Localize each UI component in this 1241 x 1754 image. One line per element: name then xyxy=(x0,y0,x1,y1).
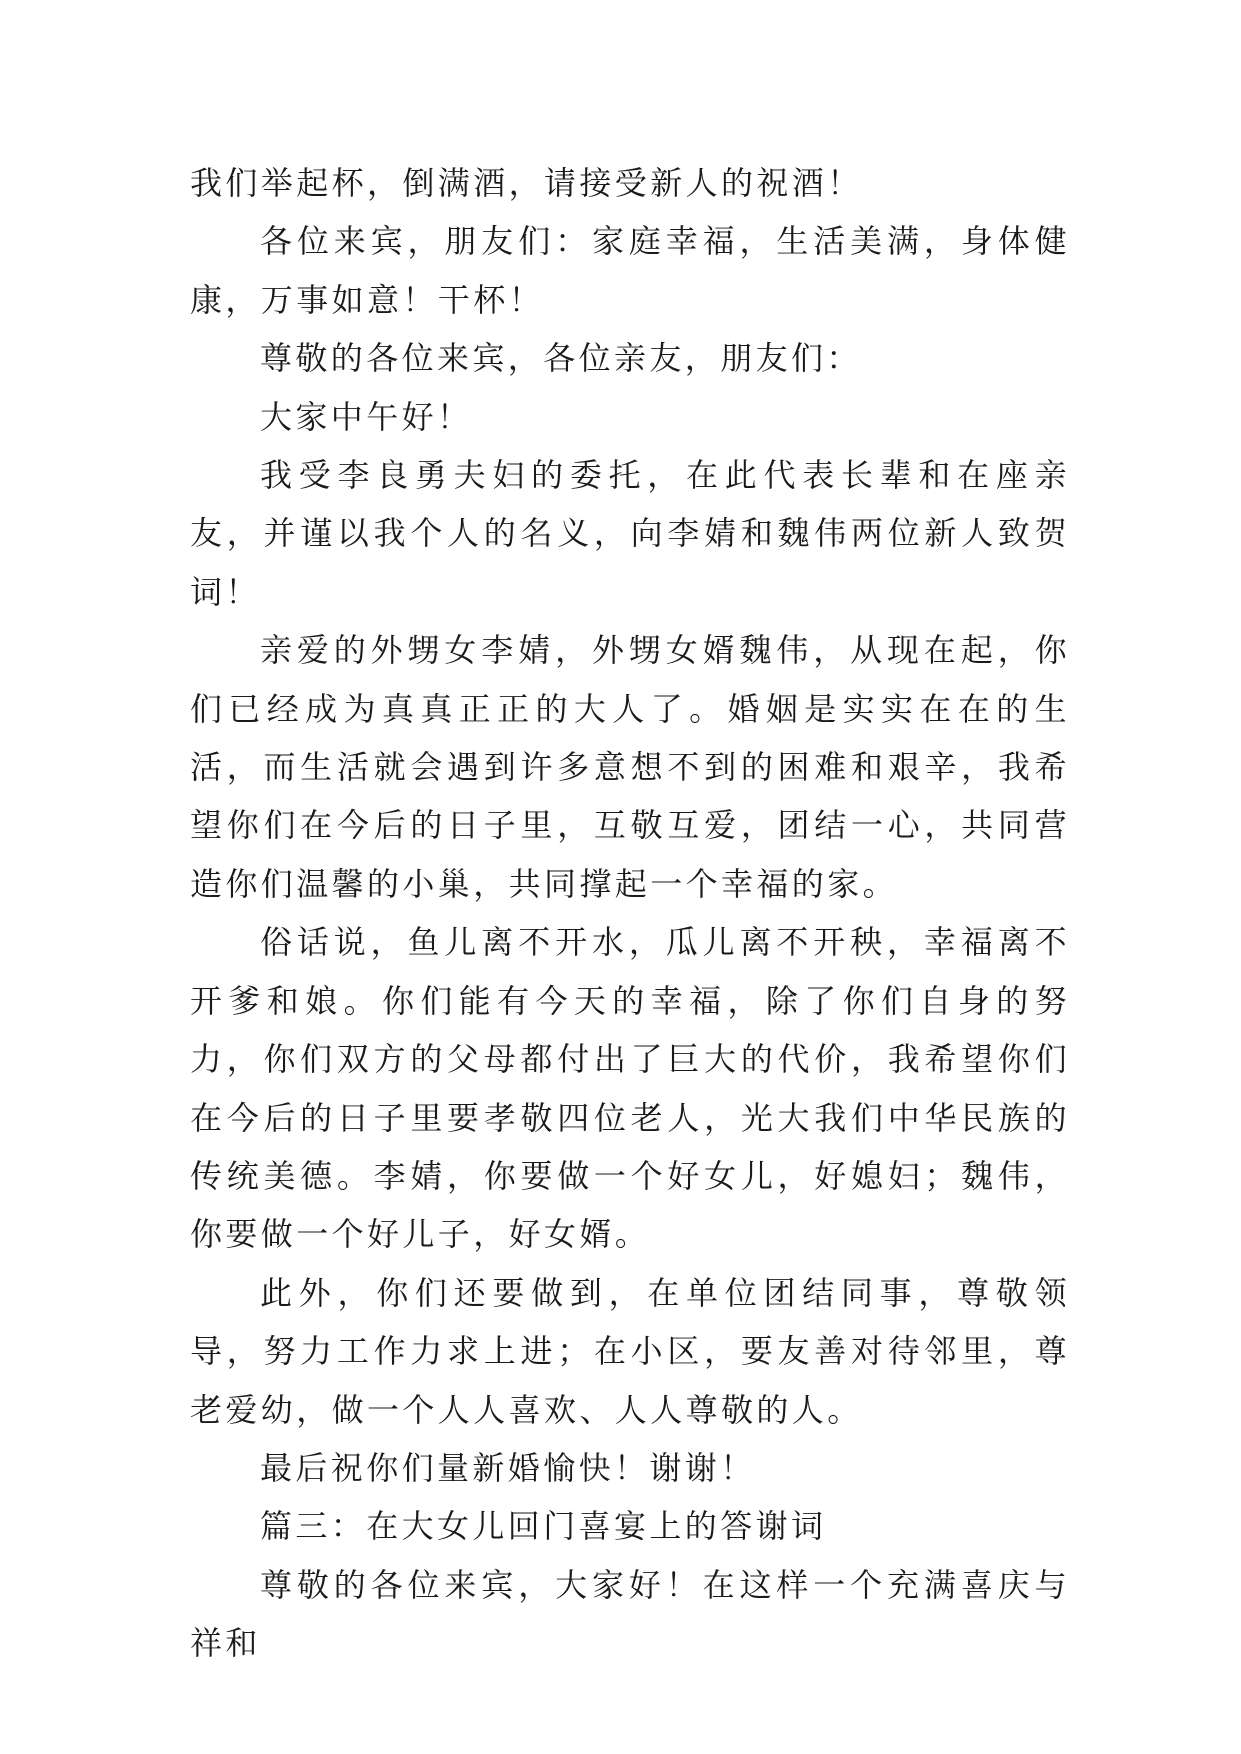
paragraph-1: 我们举起杯，倒满酒，请接受新人的祝酒！ xyxy=(190,164,863,202)
paragraph-4: 大家中午好！ xyxy=(260,397,473,436)
paragraph-9: 最后祝你们量新婚愉快！谢谢！ xyxy=(260,1448,756,1487)
paragraph-8: 此外，你们还要做到，在单位团结同事，尊敬领导，努力工作力求上进；在小区，要友善对待邻里，尊老爱幼，做一个人人喜欢、人人尊敬的人。 xyxy=(190,1273,1070,1429)
paragraph-10: 尊敬的各位来宾，大家好！在这样一个充满喜庆与祥和 xyxy=(190,1565,1070,1663)
paragraph-3: 尊敬的各位来宾，各位亲友，朋友们： xyxy=(260,339,862,378)
paragraph-6: 亲爱的外甥女李婧，外甥女婿魏伟，从现在起，你们已经成为真真正正的大人了。婚姻是实实在在的生活，而生活就会遇到许多意想不到的困难和艰辛，我希望你们在今后的日子里，互敬互爱，团结一心，共同营造你们温馨的小巢，共同撑起一个幸福的家。 xyxy=(190,631,1070,903)
paragraph-5: 我受李良勇夫妇的委托，在此代表长辈和在座亲友，并谨以我个人的名义，向李婧和魏伟两位新人致贺词！ xyxy=(190,456,1070,611)
paragraph-7: 俗话说，鱼儿离不开水，瓜儿离不开秧，幸福离不开爹和娘。你们能有今天的幸福，除了你们自身的努力，你们双方的父母都付出了巨大的代价，我希望你们在今后的日子里要孝敬四位老人，光大我们中华民族的传统美德。李婧，你要做一个好女儿，好媳妇；魏伟，你要做一个好儿子，好女婿。 xyxy=(190,923,1070,1254)
document-page xyxy=(190,154,1070,1673)
section-heading: 篇三：在大女儿回门喜宴上的答谢词 xyxy=(260,1507,827,1546)
paragraph-2: 各位来宾，朋友们：家庭幸福，生活美满，身体健康，万事如意！干杯！ xyxy=(190,222,1070,319)
